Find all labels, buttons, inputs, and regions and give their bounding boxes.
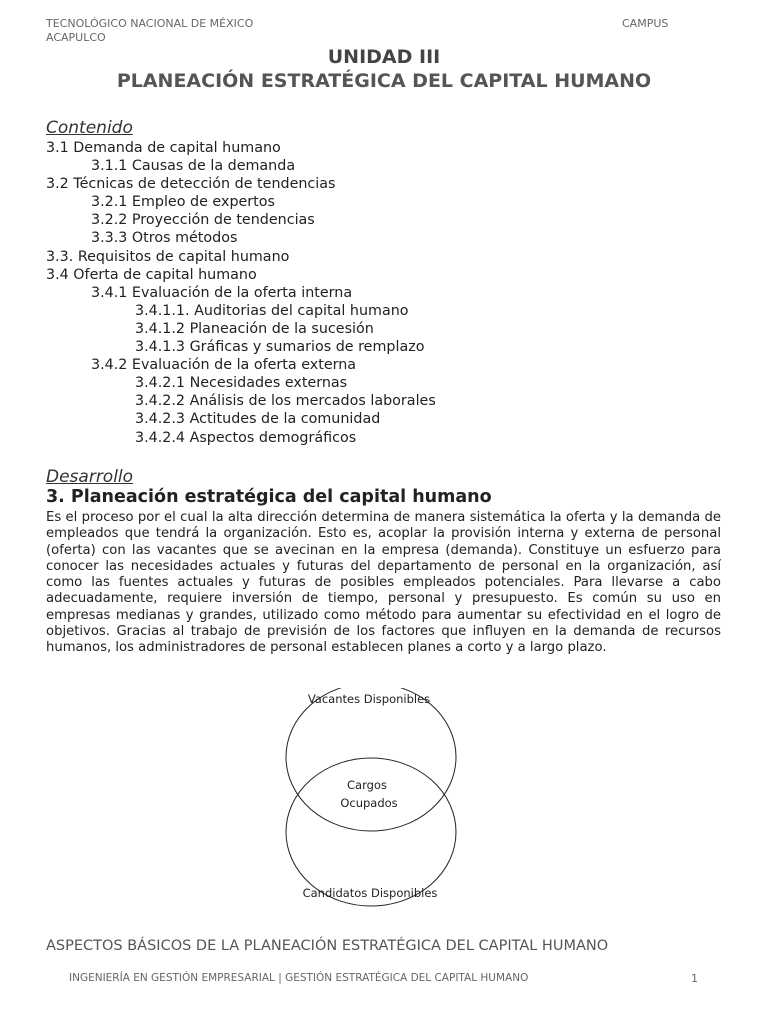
occupied-label-line1: Cargos: [347, 778, 387, 792]
contents-heading: Contenido: [46, 118, 133, 138]
footer-text: INGENIERÍA EN GESTIÓN EMPRESARIAL | GESTIÓN ESTRATÉGICA DEL CAPITAL HUMANO: [69, 972, 529, 984]
toc-item: 3.4.1.3 Gráficas y sumarios de remplazo: [135, 339, 425, 356]
page-number: 1: [691, 972, 698, 985]
aspects-heading: ASPECTOS BÁSICOS DE LA PLANEACIÓN ESTRATÉGICA DEL CAPITAL HUMANO: [46, 938, 609, 954]
toc-item: 3.1.1 Causas de la demanda: [91, 158, 296, 175]
subject-title: PLANEACIÓN ESTRATÉGICA DEL CAPITAL HUMANO: [116, 70, 652, 92]
toc-item: 3.2.1 Empleo de expertos: [91, 194, 275, 211]
header-campus: CAMPUS: [622, 17, 669, 30]
toc-item: 3.4.1.1. Auditorias del capital humano: [135, 302, 409, 319]
toc-item: 3.4.2 Evaluación de la oferta externa: [91, 357, 357, 374]
candidates-label: Candidatos Disponibles: [302, 886, 438, 900]
section-title: 3. Planeación estratégica del capital humano: [46, 487, 492, 507]
header-institution-name: TECNOLÓGICO NACIONAL DE MÉXICO: [46, 17, 254, 30]
occupied-label-line2: Ocupados: [340, 796, 398, 810]
toc-item: 3.2 Técnicas de detección de tendencias: [46, 176, 336, 193]
toc-item: 3.4 Oferta de capital humano: [46, 266, 257, 283]
toc-item: 3.1 Demanda de capital humano: [46, 140, 281, 156]
toc-item: 3.4.2.4 Aspectos demográficos: [135, 429, 357, 446]
table-of-contents: [46, 139, 436, 447]
toc-item: 3.2.2 Proyección de tendencias: [91, 212, 315, 229]
toc-item: 3.3.3 Otros métodos: [91, 230, 238, 247]
unit-title: UNIDAD III: [327, 46, 441, 68]
toc-item: 3.4.2.2 Análisis de los mercados laborales: [135, 393, 436, 410]
header-institution: [46, 17, 346, 45]
toc-item: 3.3. Requisitos de capital humano: [46, 248, 290, 265]
development-heading: Desarrollo: [46, 467, 134, 487]
toc-item: 3.4.2.1 Necesidades externas: [135, 375, 348, 392]
vacancies-label: Vacantes Disponibles: [307, 692, 431, 706]
development-paragraph: Es el proceso por el cual la alta dirección determina de manera sistemática la oferta y la demanda de empleados que tendrá la organización. Esto es, acoplar la provisión interna y externa de personal (oferta) con las vacantes que se avecinan en la empresa (demanda). Constituye un esfuerzo para conocer las necesidades actuales y futuras del departamento de personal en la organización, así como las fuentes actuales y futuras de posibles empleados potenciales. Para llevarse a cabo adecuadamente, requiere inversión de tiempo, personal y presupuesto. Es común su uso en empresas medianas y grandes, utilizado como método para aumentar su efectividad en el logro de objetivos. Gracias al trabajo de previsión de los factores que influyen en la demanda de recursos humanos, los administradores de personal establecen planes a corto y a largo plazo.: [46, 510, 721, 656]
toc-item: 3.4.1.2 Planeación de la sucesión: [135, 320, 374, 337]
toc-item: 3.4.1 Evaluación de la oferta interna: [91, 284, 353, 301]
toc-item: 3.4.2.3 Actitudes de la comunidad: [135, 411, 381, 428]
header-city: ACAPULCO: [46, 31, 106, 44]
venn-diagram: [270, 688, 500, 912]
